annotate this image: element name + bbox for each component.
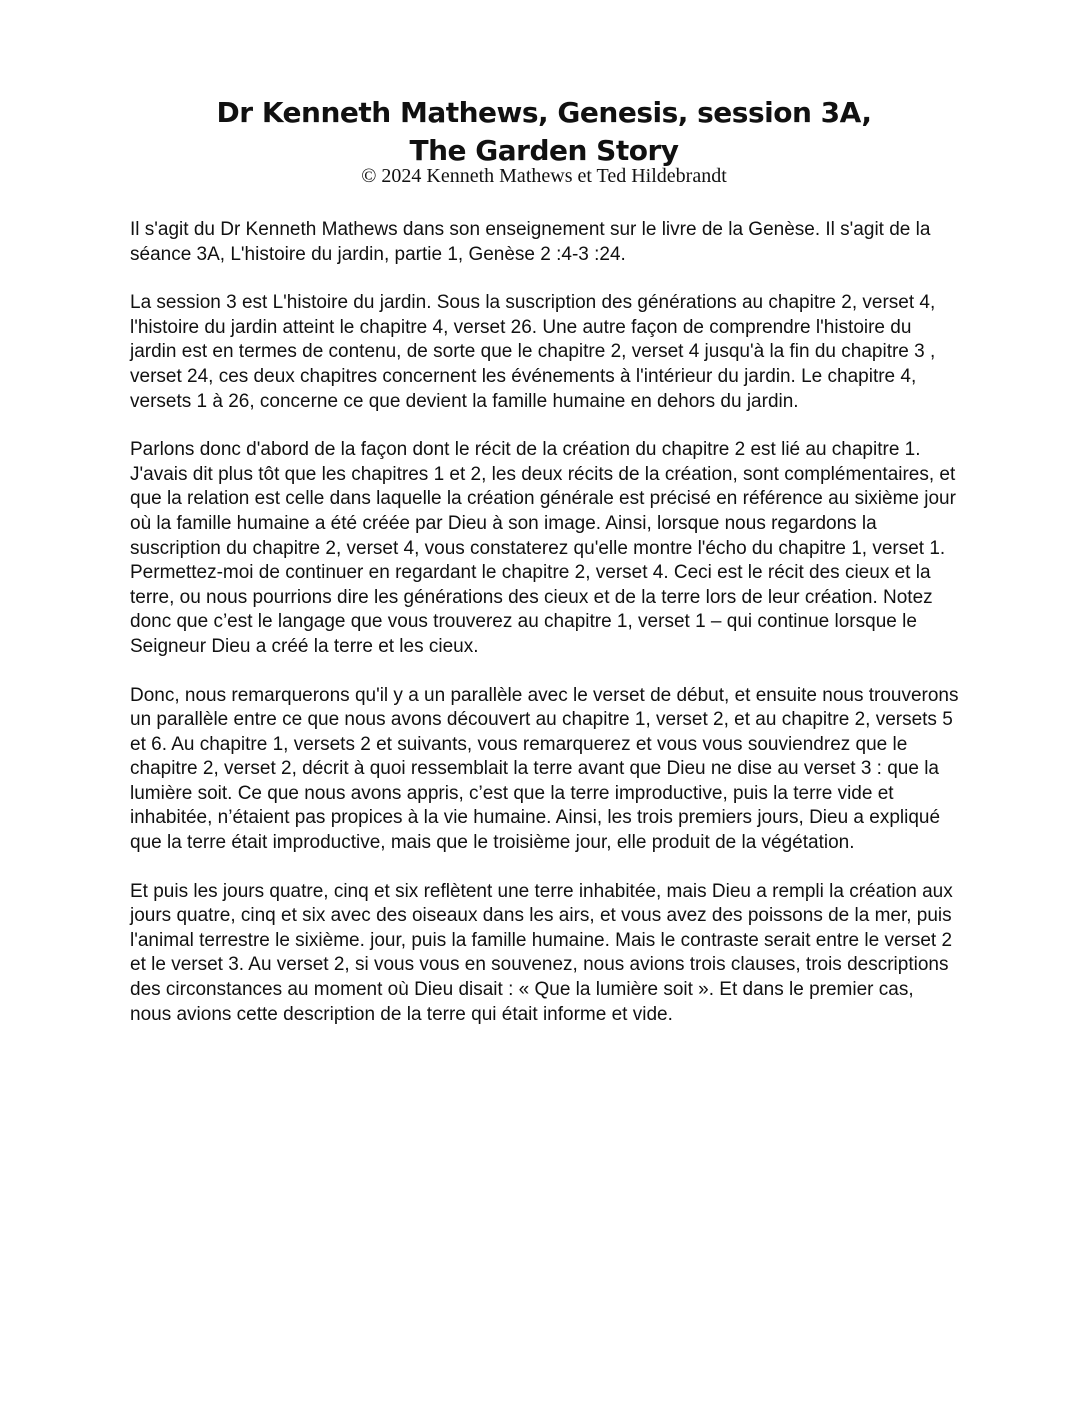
paragraph-3: Parlons donc d'abord de la façon dont le récit de la création du chapitre 2 est lié au chapitre 1. J'avais dit plus tôt que les chapitres 1 et 2, les deux récits de la création, sont complémentaires, et que la relation est celle dans laquelle la création générale est précisé en référence au sixième jour où la famille humaine a été créée par Dieu à son image. Ainsi, lorsque nous regardons la suscription du chapitre 2, verset 4, vous constaterez qu'elle montre l'écho du chapitre 1, verset 1. Permettez-moi de continuer en regardant le chapitre 2, verset 4. Ceci est le récit des cieux et la terre, ou nous pourrions dire les générations des cieux et de la terre lors de leur création. Notez donc que c’est le langage que vous trouverez au chapitre 1, verset 1 – qui continue lorsque le Seigneur Dieu a créé la terre et les cieux.: [130, 439, 956, 657]
title-block: [0, 94, 1088, 188]
body-text: [130, 218, 960, 1051]
paragraph-5: Et puis les jours quatre, cinq et six reflètent une terre inhabitée, mais Dieu a rempli la création aux jours quatre, cinq et six avec des oiseaux dans les airs, et vous avez des poissons de la mer, puis l'animal terrestre le sixième. jour, puis la famille humaine. Mais le contraste serait entre le verset 2 et le verset 3. Au verset 2, si vous vous en souvenez, nous avions trois clauses, trois descriptions des circonstances au moment où Dieu disait : « Que la lumière soit ». Et dans le premier cas, nous avions cette description de la terre qui était informe et vide.: [130, 880, 953, 1025]
page-title-line-2: The Garden Story: [409, 134, 679, 167]
copyright-line: © 2024 Kenneth Mathews et Ted Hildebrandt: [361, 165, 727, 187]
paragraph-2: La session 3 est L'histoire du jardin. Sous la suscription des générations au chapitre 2, verset 4, l'histoire du jardin atteint le chapitre 4, verset 26. Une autre façon de comprendre l'histoire du jardin est en termes de contenu, de sorte que le chapitre 2, verset 4 jusqu'à la fin du chapitre 3 , verset 24, ces deux chapitres concernent les événements à l'intérieur du jardin. Le chapitre 4, versets 1 à 26, concerne ce que devient la famille humaine en dehors du jardin.: [130, 292, 936, 412]
paragraph-1: Il s'agit du Dr Kenneth Mathews dans son enseignement sur le livre de la Genèse. Il s'agit de la séance 3A, L'histoire du jardin, partie 1, Genèse 2 :4-3 :24.: [130, 219, 931, 265]
paragraph-4: Donc, nous remarquerons qu'il y a un parallèle avec le verset de début, et ensuite nous trouverons un parallèle entre ce que nous avons découvert au chapitre 1, verset 2, et au chapitre 2, versets 5 et 6. Au chapitre 1, versets 2 et suivants, vous remarquerez et vous vous souviendrez que le chapitre 2, verset 2, décrit à quoi ressemblait la terre avant que Dieu ne dise au verset 3 : que la lumière soit. Ce que nous avons appris, c’est que la terre improductive, puis la terre vide et inhabitée, n’étaient pas propices à la vie humaine. Ainsi, les trois premiers jours, Dieu a expliqué que la terre était improductive, mais que le troisième jour, elle produit de la végétation.: [130, 684, 959, 854]
page-title-line-1: Dr Kenneth Mathews, Genesis, session 3A,: [216, 96, 872, 129]
